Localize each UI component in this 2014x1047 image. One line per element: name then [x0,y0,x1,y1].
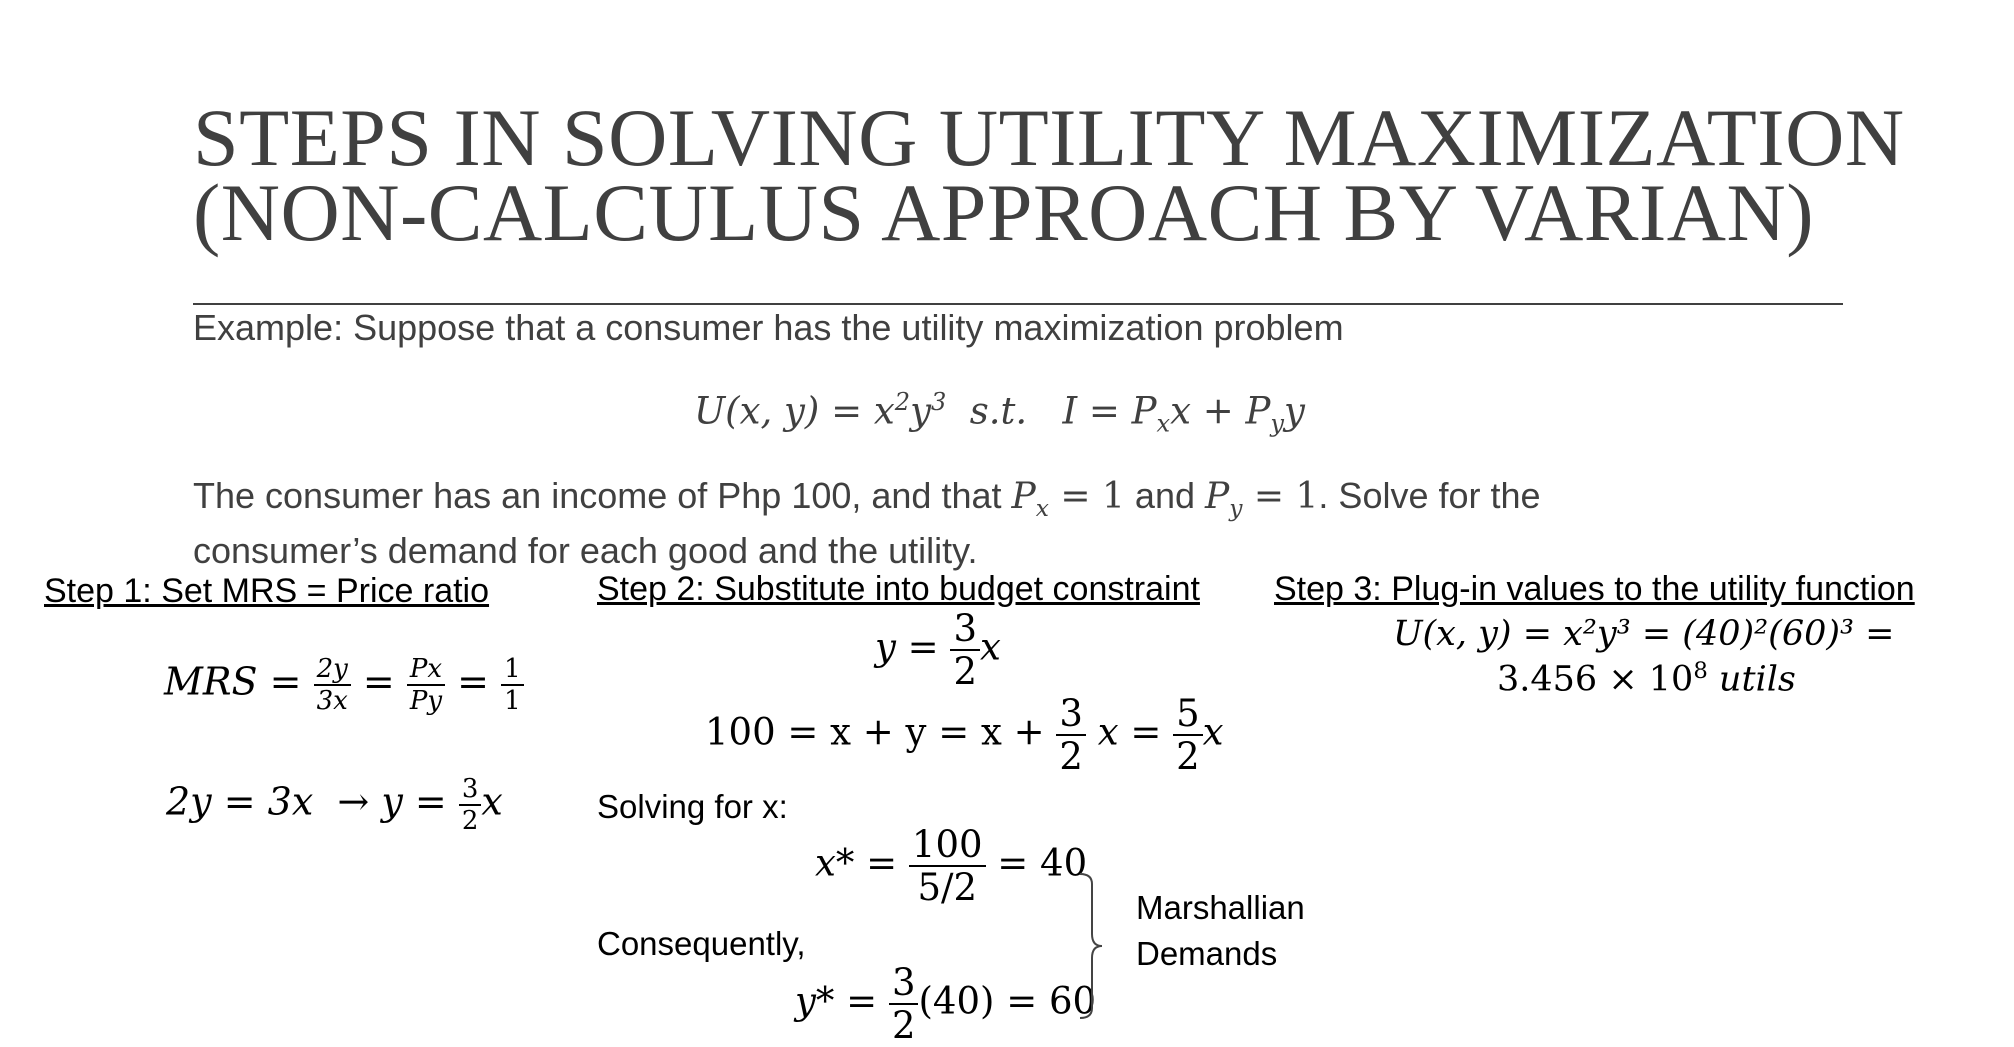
marshallian-line1: Marshallian [1136,889,1305,926]
price-ratio-fraction: $\frac{Px}{Py}$ [407,656,445,714]
problem-exp2: 3 [930,388,947,416]
problem-mid2: x + P [1170,389,1271,433]
problem-sub-x: x [1156,409,1171,438]
step2-heading: Step 2: Substitute into budget constraint [597,570,1200,608]
step3-line1: U(x, y) = x²y³ = (40)²(60)³ = [1393,614,1895,654]
problem-sub-y: y [1270,409,1284,438]
para-part2: . Solve for the [1318,475,1541,516]
step1-mrs-equation: MRS = $\frac{2y}{3x}$ = $\frac{Px}{Py}$ = $\frac{1}{1}$ [164,656,524,714]
problem-paragraph-line2: consumer’s demand for each good and the utility. [193,530,978,571]
para-part1: The consumer has an income of Php 100, and that [193,475,1012,516]
consequently-label: Consequently, [597,925,806,962]
marshallian-line2: Demands [1136,935,1278,972]
ystar-equation: y* = $\frac{3}{2}$ (40) = 60 [795,961,1097,1047]
step3-heading: Step 3: Plug-in values to the utility function [1274,570,1915,608]
para-px: P [1011,476,1036,517]
para-eq2: = 1 [1242,476,1319,517]
mrs-label: MRS = [164,659,302,704]
problem-exp1: 2 [894,388,911,416]
title-divider [193,303,1843,305]
marshallian-brace [1078,872,1104,1020]
one-over-one-fraction: $\frac{1}{1}$ [501,656,524,714]
xstar-equation: x* = $\frac{100}{5/2}$ = 40 [815,823,1088,909]
example-text: Example: Suppose that a consumer has the utility maximization problem [193,307,1344,348]
para-px-sub: x [1035,494,1049,523]
problem-mid: y [910,389,931,433]
para-py: P [1205,476,1230,517]
step1-result-equation: 2y = 3x → y = $\frac{3}{2}$ x [166,774,503,836]
step2-eq2: 100 = x + y = x + $\frac{3}{2}$ x = $\frac{5}{2}$ x [705,692,1224,778]
problem-equation [694,388,1305,438]
page-title [193,92,1905,258]
para-eq1: = 1 [1048,476,1125,517]
para-and: and [1124,475,1205,516]
marshallian-demands-label [1136,885,1305,977]
mrs-fraction-1: $\frac{2y}{3x}$ [314,656,351,714]
solving-for-x-label: Solving for x: [597,788,788,825]
problem-paragraph-line1 [193,475,1541,522]
para-py-sub: y [1229,494,1243,523]
title-line-1: STEPS IN SOLVING UTILITY MAXIMIZATION [193,92,1905,183]
problem-st: s.t. I = P [946,389,1157,433]
problem-end: y [1283,389,1305,433]
problem-lhs: U(x, y) = x [694,389,895,433]
step1-heading: Step 1: Set MRS = Price ratio [44,572,490,610]
step2-eq1: y = $\frac{3}{2}$ x [875,607,1001,693]
title-line-2: (NON-CALCULUS APPROACH BY VARIAN) [193,167,1815,258]
step3-line2: $3.456 \times 10^8$ utils [1497,658,1796,700]
